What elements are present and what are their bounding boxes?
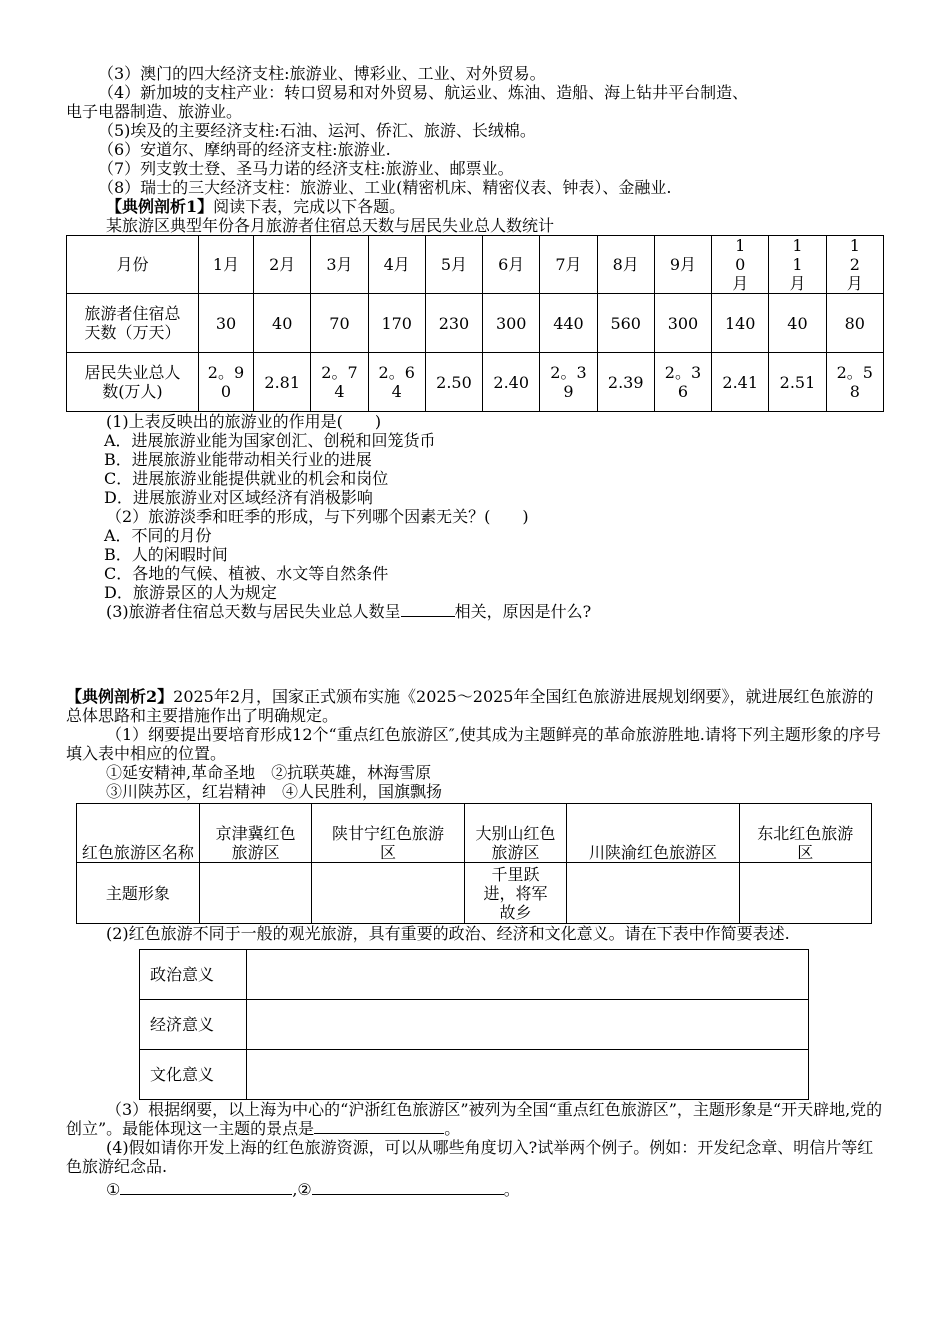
- table-header-cell: 9月: [654, 236, 711, 294]
- row-label: 经济意义: [140, 1000, 247, 1050]
- themes-line: ③川陕苏区，红岩精神 ④人民胜利，国旗飘扬: [106, 782, 443, 801]
- intro-line: 电子电器制造、旅游业。: [66, 102, 243, 121]
- row-label: 主题形象: [77, 863, 200, 924]
- table-cell: 560: [597, 294, 654, 353]
- table-row: [77, 804, 872, 863]
- case1-heading: [66, 197, 886, 216]
- case2-question-3: （3）根据纲要，以上海为中心的“沪浙红色旅游区”被列为全国“重点红色旅游区”，主题形象是“开天辟地,党的创立”。最能体现这一主题的景点是 。: [66, 1100, 883, 1138]
- answer-cell[interactable]: [247, 1050, 809, 1100]
- table-header-cell: 11月: [769, 236, 826, 294]
- table-header-cell: 月份: [67, 236, 199, 294]
- table-header-cell: 川陕渝红色旅游区: [567, 804, 739, 863]
- answer-cell[interactable]: [739, 863, 871, 924]
- intro-line: （7）列支敦士登、圣马力诺的经济支柱:旅游业、邮票业。: [98, 159, 514, 178]
- table-cell: 2.51: [769, 353, 826, 412]
- case1-question-3: (3)旅游者住宿总天数与居民失业总人数呈 相关，原因是什么?: [106, 602, 592, 621]
- table-cell: 2.40: [483, 353, 540, 412]
- table-header-cell: 7月: [540, 236, 597, 294]
- tourism-unemployment-table: [66, 235, 884, 412]
- table-header-cell: 2月: [254, 236, 311, 294]
- table-cell: 40: [769, 294, 826, 353]
- themes-line: ①延安精神,革命圣地 ②抗联英雄，林海雪原: [106, 763, 432, 782]
- table-header-cell: 8月: [597, 236, 654, 294]
- table-cell: 千里跃进，将军故乡: [464, 863, 567, 924]
- case2-answer-line: ① ,② 。: [106, 1180, 520, 1199]
- intro-line: （5)埃及的主要经济支柱:石油、运河、侨汇、旅游、长绒棉。: [98, 121, 536, 140]
- table-row: [67, 294, 884, 353]
- case2-intro: 【典例剖析2】2025年2月，国家正式颁布实施《2025～2025年全国红色旅游进展规划纲要》，就进展红色旅游的总体思路和主要措施作出了明确规定。: [66, 687, 874, 725]
- table-header-cell: 12月: [826, 236, 883, 294]
- table-header-cell: 大别山红色旅游区: [464, 804, 567, 863]
- meaning-table: [139, 949, 809, 1100]
- table-cell: 170: [368, 294, 425, 353]
- option: D．进展旅游业对区域经济有消极影响: [104, 488, 373, 507]
- table-cell: 2。90: [198, 353, 253, 412]
- option: C．进展旅游业能提供就业的机会和岗位: [104, 469, 389, 488]
- table-cell: 2。36: [654, 353, 711, 412]
- table-cell: 2.39: [597, 353, 654, 412]
- table-row: [140, 1000, 809, 1050]
- case2-question-4: (4)假如请你开发上海的红色旅游资源，可以从哪些角度切入?试举两个例子。例如：开发纪念章、明信片等红色旅游纪念品.: [66, 1138, 874, 1176]
- document-page: [66, 64, 886, 1199]
- row-label: 政治意义: [140, 950, 247, 1000]
- table-header-cell: 陕甘宁红色旅游区: [312, 804, 464, 863]
- intro-line: （3）澳门的四大经济支柱:旅游业、博彩业、工业、对外贸易。: [98, 64, 546, 83]
- case1-instruction: 阅读下表，完成以下各题。: [213, 197, 406, 216]
- answer-blank[interactable]: [120, 1194, 292, 1195]
- table-cell: 440: [540, 294, 597, 353]
- table-header-cell: 红色旅游区名称: [77, 804, 200, 863]
- table-row: [77, 863, 872, 924]
- case2-label: 【典例剖析2】: [66, 687, 174, 706]
- table-cell: 2。58: [826, 353, 883, 412]
- table-cell: 80: [826, 294, 883, 353]
- table-cell: 30: [198, 294, 253, 353]
- answer-cell[interactable]: [312, 863, 464, 924]
- answer-blank[interactable]: [314, 1133, 444, 1134]
- table-header-cell: 4月: [368, 236, 425, 294]
- answer-cell[interactable]: [199, 863, 312, 924]
- table-cell: 300: [654, 294, 711, 353]
- table-cell: 2。74: [311, 353, 368, 412]
- case1-question-2: （2）旅游淡季和旺季的形成，与下列哪个因素无关？( ): [106, 507, 529, 526]
- row-label: 旅游者住宿总天数（万天）: [67, 294, 199, 353]
- answer-blank[interactable]: [312, 1194, 504, 1195]
- table-cell: 2.41: [712, 353, 769, 412]
- table-row: [140, 1050, 809, 1100]
- row-label: 居民失业总人数(万人): [67, 353, 199, 412]
- table-cell: 2.50: [425, 353, 482, 412]
- answer-blank[interactable]: [401, 616, 455, 617]
- table-cell: 70: [311, 294, 368, 353]
- intro-line: （4）新加坡的支柱产业：转口贸易和对外贸易、航运业、炼油、造船、海上钻井平台制造、: [98, 83, 749, 102]
- option: A．进展旅游业能为国家创汇、创税和回笼货币: [104, 431, 436, 450]
- table-cell: 40: [254, 294, 311, 353]
- case2-question-1: （1）纲要提出要培育形成12个“重点红色旅游区″,使其成为主题鲜亮的革命旅游胜地.请将下列主题形象的序号填入表中相应的位置。: [66, 725, 881, 763]
- table-row: [67, 236, 884, 294]
- option: A．不同的月份: [104, 526, 212, 545]
- option: D．旅游景区的人为规定: [104, 583, 277, 602]
- red-tourism-table: [76, 803, 872, 924]
- table-header-cell: 1月: [198, 236, 253, 294]
- row-label: 文化意义: [140, 1050, 247, 1100]
- table-row: [67, 353, 884, 412]
- table-header-cell: 京津冀红色旅游区: [199, 804, 312, 863]
- table-header-cell: 5月: [425, 236, 482, 294]
- table-header-cell: 3月: [311, 236, 368, 294]
- table-cell: 300: [483, 294, 540, 353]
- option: B．人的闲暇时间: [104, 545, 228, 564]
- table-cell: 2.81: [254, 353, 311, 412]
- table-cell: 140: [712, 294, 769, 353]
- table-header-cell: 东北红色旅游区: [739, 804, 871, 863]
- case1-table-title: 某旅游区典型年份各月旅游者住宿总天数与居民失业总人数统计: [106, 216, 555, 235]
- table-header-cell: 10月: [712, 236, 769, 294]
- answer-cell[interactable]: [247, 1000, 809, 1050]
- intro-line: （6）安道尔、摩纳哥的经济支柱:旅游业.: [98, 140, 391, 159]
- case2-question-2: (2)红色旅游不同于一般的观光旅游，具有重要的政治、经济和文化意义。请在下表中作简要表述.: [106, 924, 790, 943]
- table-cell: 2。64: [368, 353, 425, 412]
- table-row: [140, 950, 809, 1000]
- case1-label: 【典例剖析1】: [106, 197, 214, 216]
- table-cell: 230: [425, 294, 482, 353]
- answer-cell[interactable]: [567, 863, 739, 924]
- table-header-cell: 6月: [483, 236, 540, 294]
- answer-cell[interactable]: [247, 950, 809, 1000]
- intro-line: （8）瑞士的三大经济支柱：旅游业、工业(精密机床、精密仪表、钟表）、金融业.: [98, 178, 672, 197]
- table-cell: 2。39: [540, 353, 597, 412]
- case1-question-1: (1)上表反映出的旅游业的作用是( ): [106, 412, 382, 431]
- option: C．各地的气候、植被、水文等自然条件: [104, 564, 389, 583]
- option: B．进展旅游业能带动相关行业的进展: [104, 450, 372, 469]
